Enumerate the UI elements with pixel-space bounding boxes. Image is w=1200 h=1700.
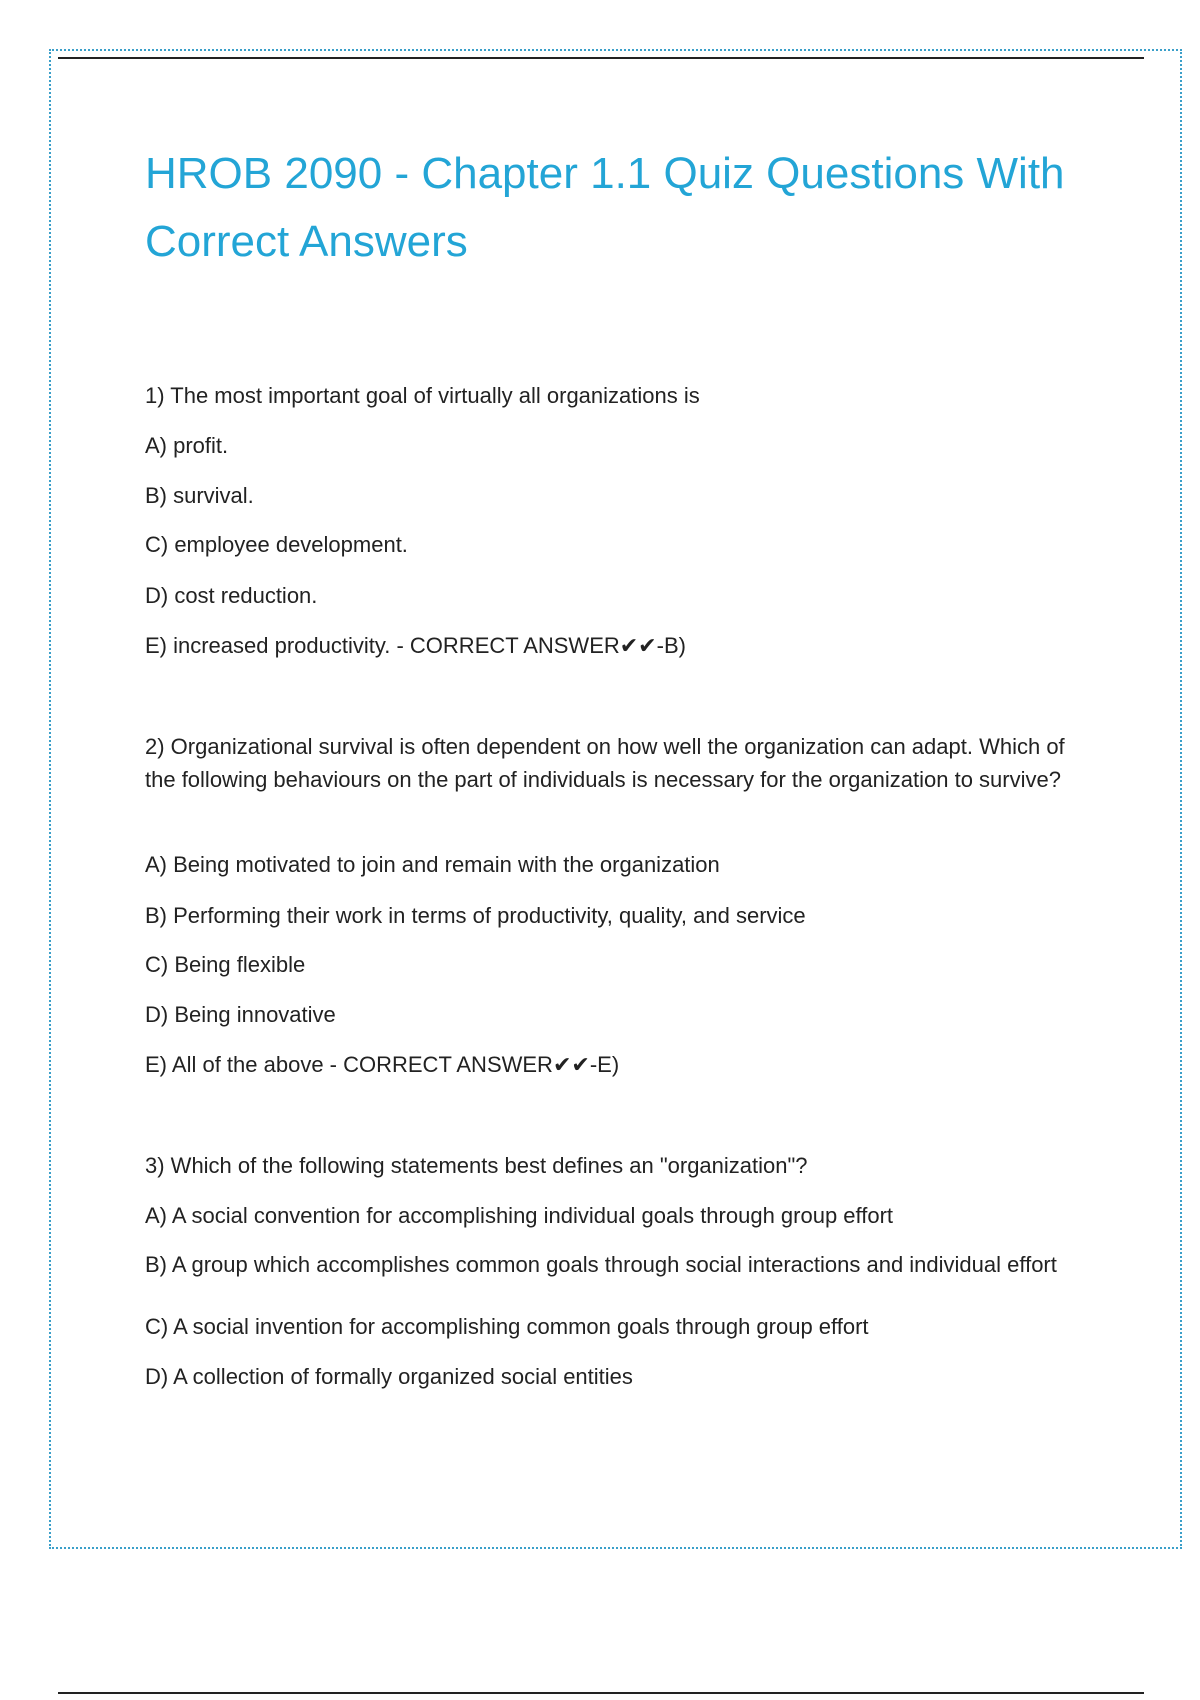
question-1-prompt: 1) The most important goal of virtually all organizations is	[145, 383, 700, 408]
question-2-option-c: C) Being flexible	[145, 952, 306, 977]
question-2-prompt: 2) Organizational survival is often dependent on how well the organization can adapt. Which of the following behaviours on the part of individuals is necessary for the organization to survive?	[145, 734, 1065, 792]
question-2-option-d: D) Being innovative	[145, 1002, 336, 1027]
question-1-option-b: B) survival.	[145, 483, 254, 508]
header-rule	[58, 57, 1144, 59]
document-title: HROB 2090 - Chapter 1.1 Quiz Questions With Correct Answers	[145, 149, 1065, 266]
question-1-option-c: C) employee development.	[145, 532, 408, 557]
question-3-option-b: B) A group which accomplishes common goals through social interactions and individual effort	[145, 1252, 1057, 1277]
question-3-option-c: C) A social invention for accomplishing common goals through group effort	[145, 1314, 869, 1339]
question-3-option-a: A) A social convention for accomplishing individual goals through group effort	[145, 1203, 894, 1228]
next-page-header-rule	[58, 1692, 1144, 1694]
question-1-option-a: A) profit.	[145, 433, 229, 458]
question-1-option-e-answer: E) increased productivity. - CORRECT ANSWER✔✔-B)	[145, 633, 686, 658]
question-1-option-d: D) cost reduction.	[145, 583, 318, 608]
question-2-option-b: B) Performing their work in terms of productivity, quality, and service	[145, 903, 806, 928]
question-2-option-e-answer: E) All of the above - CORRECT ANSWER✔✔-E)	[145, 1052, 620, 1077]
question-2-option-a: A) Being motivated to join and remain with the organization	[145, 852, 720, 877]
question-3-option-d: D) A collection of formally organized social entities	[145, 1364, 633, 1389]
question-3-prompt: 3) Which of the following statements best defines an "organization"?	[145, 1153, 808, 1178]
